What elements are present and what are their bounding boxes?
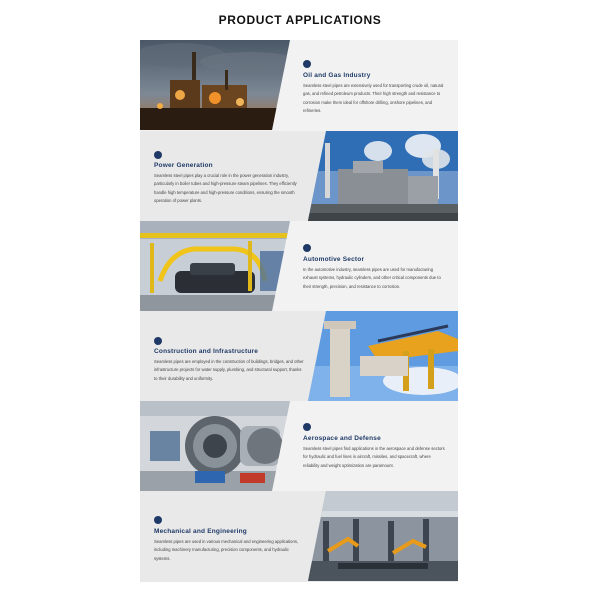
bridge-construction-photo bbox=[308, 311, 458, 401]
application-text bbox=[300, 401, 448, 491]
application-text bbox=[154, 491, 314, 581]
application-description: Seamless steel pipes play a crucial role in the power generation industry, particularly in boiler tubes and high-pressure steam pipelines. They efficiently handle high temperature and high-pressure conditions, ensuring the smooth operation of power plants. bbox=[154, 173, 297, 204]
application-description: Seamless steel pipes find applications in the aerospace and defense sectors for hydraulic and fuel lines in aircraft, missiles, and spacecraft, where reliability and weight optimization are paramount. bbox=[303, 446, 445, 468]
application-row-power bbox=[140, 131, 458, 221]
application-title: Construction and Infrastructure bbox=[154, 348, 259, 355]
application-row-automotive bbox=[140, 221, 458, 311]
refinery-photo bbox=[140, 40, 290, 130]
factory-line-photo bbox=[308, 491, 458, 581]
application-row-construction bbox=[140, 311, 458, 401]
application-text bbox=[300, 40, 448, 130]
car-assembly-photo bbox=[140, 221, 290, 311]
application-description: Seamless steel pipes are extensively used for transporting crude oil, natural gas, and refined petroleum products. Their high strength and resistance to corrosion make them ideal for offshore drilling, onshore pipelines, and refineries. bbox=[303, 83, 444, 114]
bullet-dot-icon bbox=[303, 423, 311, 431]
application-row-oil-gas bbox=[140, 40, 458, 131]
applications-list bbox=[140, 40, 458, 582]
application-title: Power Generation bbox=[154, 162, 213, 169]
application-text bbox=[154, 131, 314, 221]
jet-engine-photo bbox=[140, 401, 290, 491]
bullet-dot-icon bbox=[154, 516, 162, 524]
application-text bbox=[300, 221, 448, 311]
application-row-mechanical bbox=[140, 491, 458, 582]
bullet-dot-icon bbox=[154, 337, 162, 345]
application-title: Automotive Sector bbox=[303, 256, 365, 263]
bullet-dot-icon bbox=[303, 244, 311, 252]
application-row-aerospace bbox=[140, 401, 458, 491]
power-plant-photo bbox=[308, 131, 458, 221]
application-title: Oil and Gas Industry bbox=[303, 72, 371, 79]
application-text bbox=[154, 311, 314, 401]
bullet-dot-icon bbox=[303, 60, 311, 68]
application-description: In the automotive industry, seamless pipes are used for manufacturing exhaust systems, hydraulic cylinders, and other critical components due to their strength, precision, and resistance to corrosion. bbox=[303, 267, 441, 289]
page-title: PRODUCT APPLICATIONS bbox=[218, 13, 382, 27]
application-title: Mechanical and Engineering bbox=[154, 528, 247, 535]
application-description: Seamless pipes are used in various mechanical and engineering applications, including machinery manufacturing, precision components, and hydraulic systems. bbox=[154, 539, 299, 561]
bullet-dot-icon bbox=[154, 151, 162, 159]
application-description: Seamless pipes are employed in the construction of buildings, bridges, and other infrastructure projects for water supply, plumbing, and structural support, thanks to their durability and uniformity. bbox=[154, 359, 304, 381]
application-title: Aerospace and Defense bbox=[303, 435, 381, 442]
